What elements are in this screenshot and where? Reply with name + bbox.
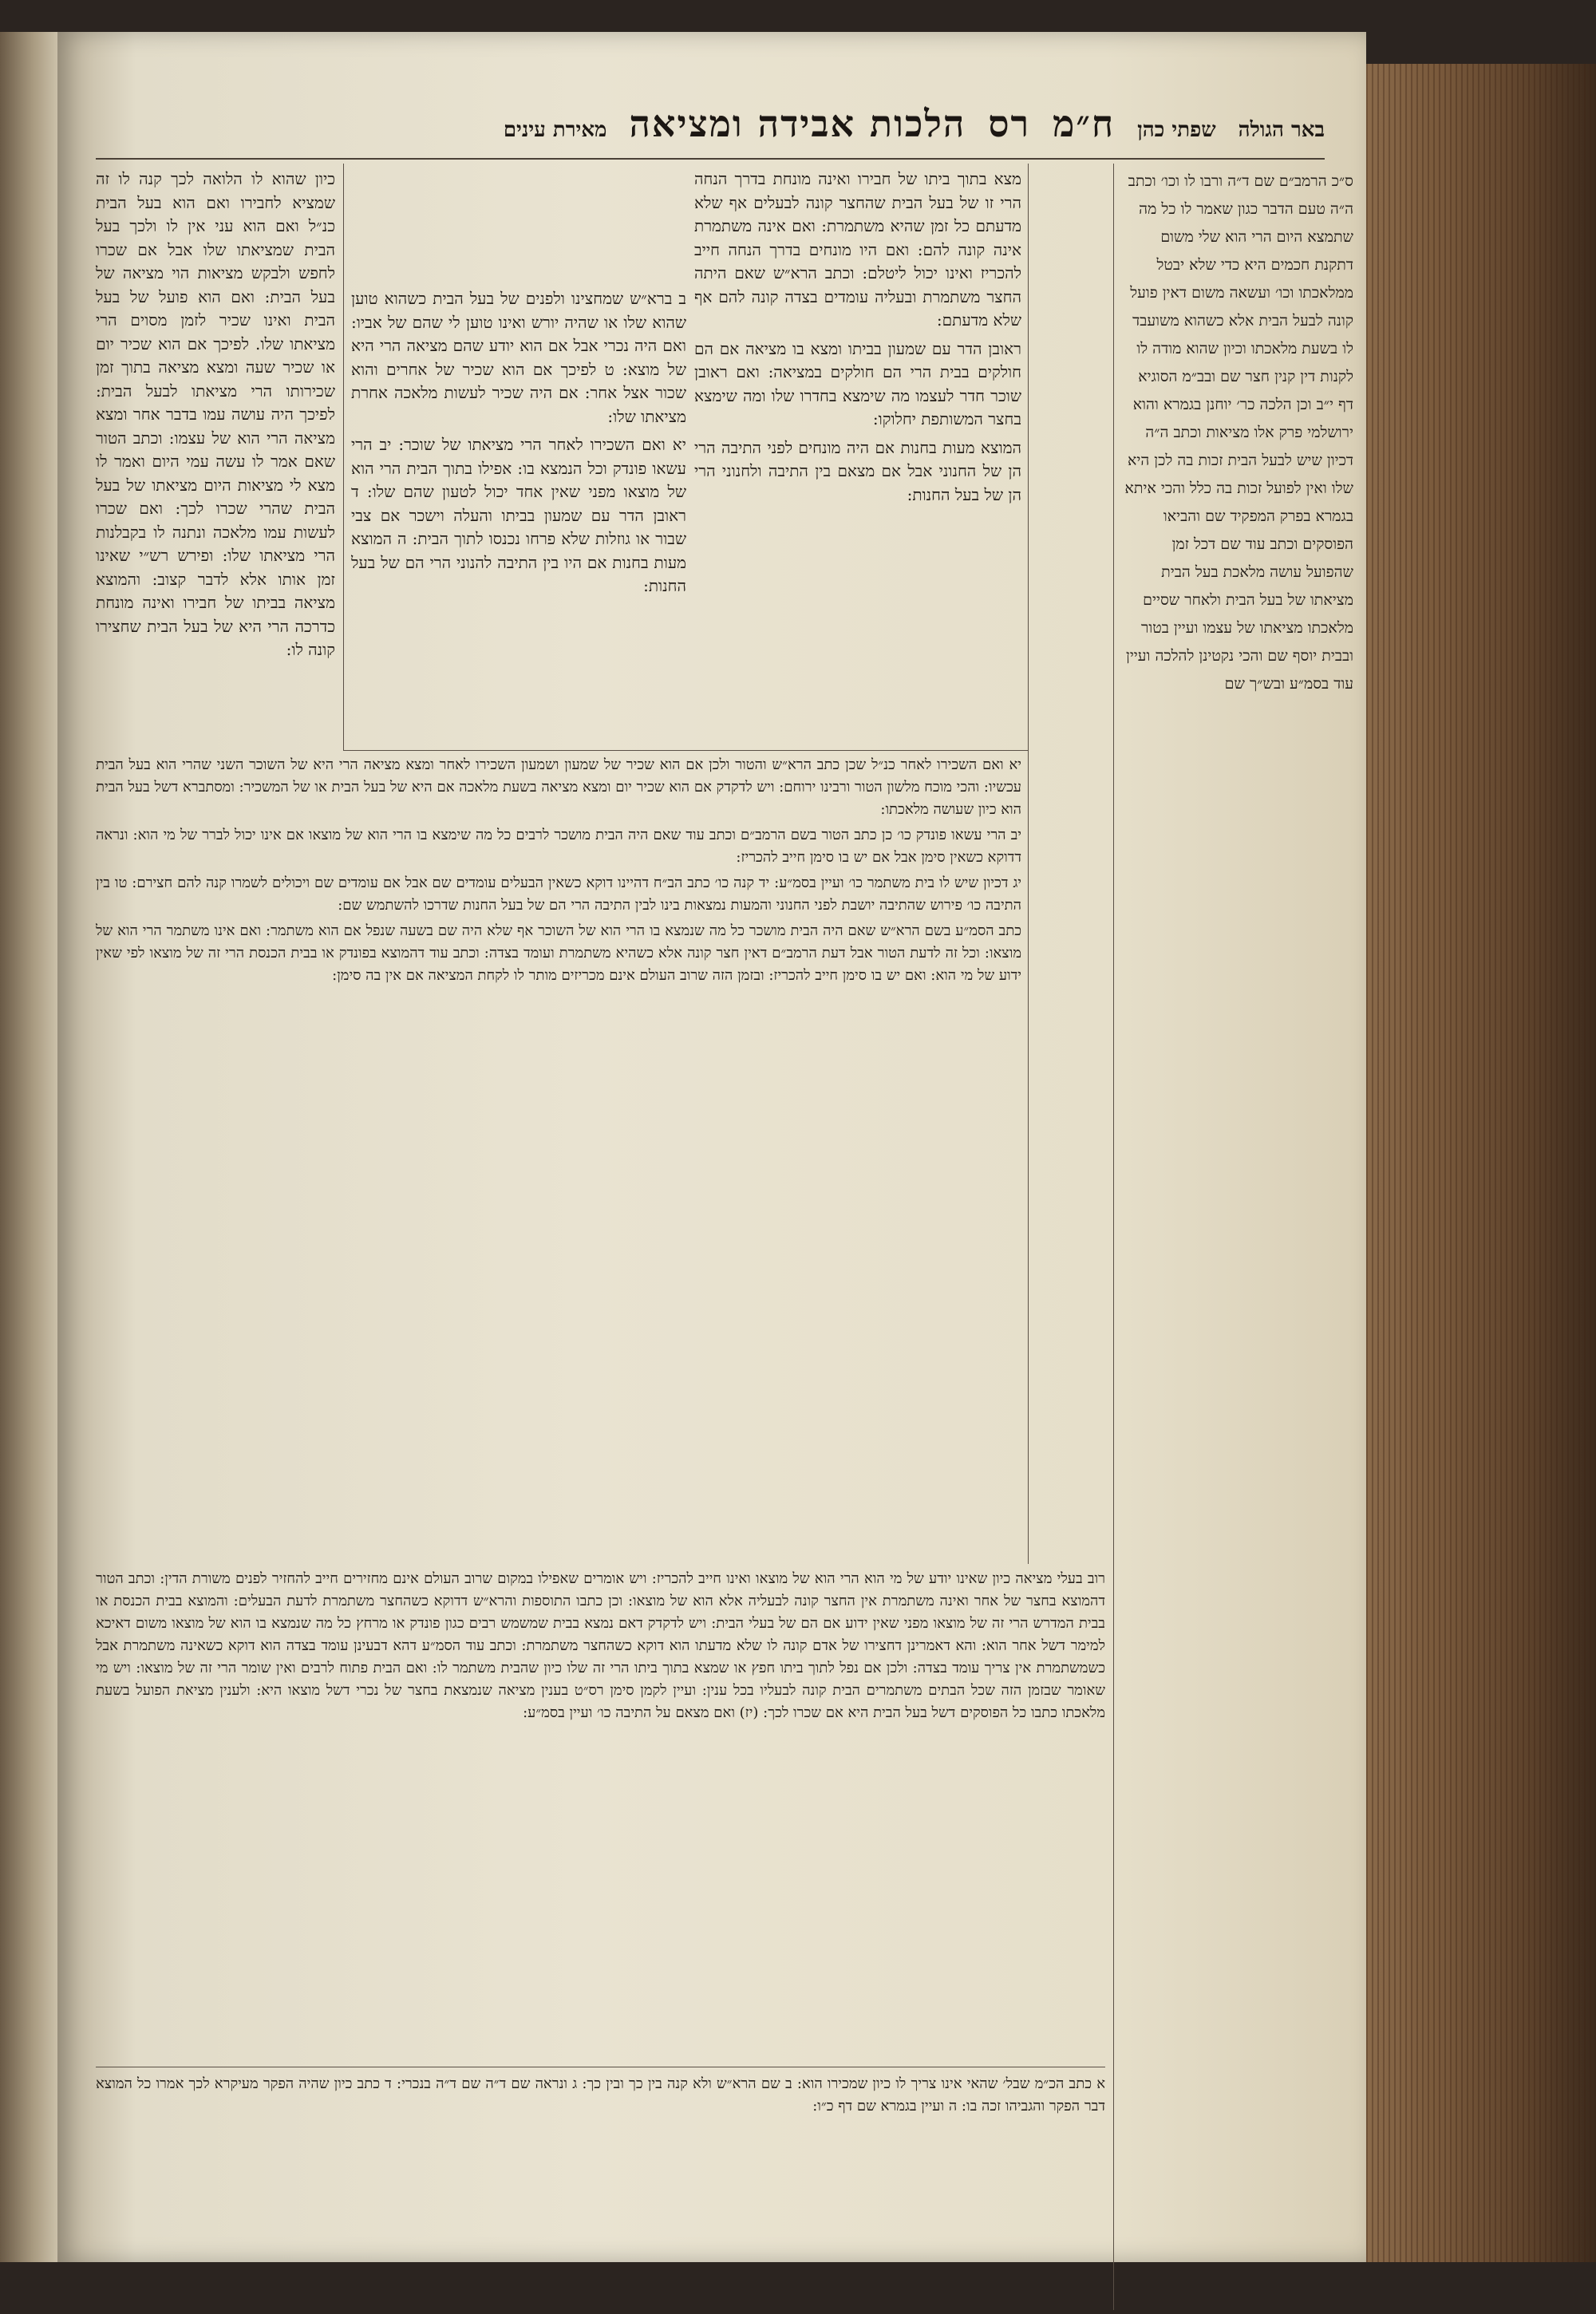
commentary-paragraph: יא ואם השכירו לאחר כנ״ל שכן כתב הרא״ש והטור ולכן אם הוא שכיר של שמעון ושמעון השכירו לאחר ומצא מציאה הרי היא של השוכר השני שהרי הוא בעל הבית עכשיו: והכי מוכח מלשון הטור ורבינו ירוחם: ויש לדקדק אם הוא שכיר יום ומצא מציאה בשעת מלאכה אם היא של בעל הבית או של המשכיר: ומסתברא דשל בעל הבית הוא כיון שעושה מלאכתו: [96,756,1021,818]
main-paragraph: יא ואם השכירו לאחר הרי מציאתו של שוכר: יב הרי עשאו פונדק וכל הנמצא בו: אפילו בתוך הבית הרי הוא של מוצאו מפני שאין אחד יכול לטעון שהם שלו: ד ראובן הדר עם שמעון בביתו והעלה וישכר אם צבי שבור או גוזלות שלא פרחו נכנסו לתוך הבית: ה המוצא מעות בחנות אם היו בין התיבה להנוני הרי הם של בעל החנות: [351,435,686,595]
column-divider [343,164,344,750]
main-paragraph: ראובן הדר עם שמעון בביתו ומצא בו מציאה אם הם חולקים בבית הרי הם חולקים במציאה: ואם ראובן שוכר חדר לעצמו מה שימצא בחדרו שלו ומה שימצא בחצר המשותפת יחלוקו: [694,338,1021,428]
commentary-paragraph: כתב הסמ״ע בשם הרא״ש שאם היה הבית מושכר כל מה שנמצא בו הרי הוא של השוכר אף שלא היה שם בשעה שנפל אם הוא משתמר: ואם אינו משתמר הרי הוא של מוצאו: וכל זה לדעת הטור אבל דעת הרמב״ם דאין חצר קונה אלא כשהיא משתמרת ועומד בצדה: וכתב עוד דהמוצא בפונדק או בבית הכנסת הרי זה של מוצאו לפי שאין ידוע של מי הוא: ואם יש בו סימן חייב להכריז: ובזמן הזה שרוב העולם אינם מכריזים מותר לו לקחת המציאה אם אין בה סימן: [96,922,1021,984]
book-fore-edge [1366,64,1596,2262]
main-paragraph: ב ברא״ש שמחצינו ולפנים של בעל הבית כשהוא טוען שהוא שלו או שהיה יורש ואינו טוען לי שהם של אביו: ואם היה נכרי אבל אם הוא יודע שהם מציאה הרי היא של מוצא: ט לפיכך אם הוא שכיר של אחרים והוא שכור אצל אחר: אם היה שכיר לעשות מלאכה אחרת מציאתו שלו: [351,289,686,426]
section-rule [343,750,1028,751]
margin-glosses: ס״כ הרמב״ם שם ד״ה ורבו לו וכו׳ וכתב ה״ה טעם הדבר כגון שאמר לו כל מה שתמצא היום הרי הוא שלי משום דתקנת חכמים היא כדי שלא יבטל ממלאכתו וכו׳ ועשאה משום דאין פועל קונה לבעל הבית אלא כשהוא משועבד לו בשעת מלאכתו וכיון שהוא מודה לו לקנות דין קנין חצר שם ובב״מ הסוגיא דף י״ב וכן הלכה כר׳ יוחנן בגמרא והוא ירושלמי פרק אלו מציאות וכתב ה״ה דכיון שיש לבעל הבית זכות בה לכן היא שלו ואין לפועל זכות בה כלל והכי איתא בגמרא בפרק המפקיד שם והביאו הפוסקים וכתב עוד שם דכל זמן שהפועל עושה מלאכת בעל הבית מציאתו של בעל הבית ולאחר שסיים מלאכתו מציאתו של עצמו ועיין בטור ובבית יוסף שם והכי נקטינן להלכה ועיין עוד בסמ״ע ובש״ך שם [1124,172,1353,693]
header-right-label: באר הגולה [1238,118,1325,142]
commentary-paragraph: יב הרי עשאו פונדק כו׳ כן כתב הטור בשם הרמב״ם וכתב עוד שאם היה הבית מושכר לרבים כל מה שימצא בו הרי הוא של מוצאו אם אינו יכול לברר של מי הוא: ונראה דדוקא כשאין סימן אבל אם יש בו סימן חייב להכריז: [96,827,1021,866]
column-divider [1028,164,1029,1564]
bottom-commentary: רוב בעלי מציאה כיון שאינו יודע של מי הוא הרי הוא של מוצאו ואינו חייב להכריז: ויש אומרים שאפילו במקום שרוב העולם אינם מחזירים חייב להחזיר לפנים משורת הדין: וכתב הטור דהמוצא בחצר של אחר ואינה משתמרת אין החצר קונה לבעליה אלא הוא של מוצאו: וכן כתבו התוספות והרא״ש דדוקא כשהחצר משתמרת לדעת הבעלים: והמוצא בבית הכנסת או בבית המדרש הרי זה של מוצאו מפני שאין ידוע אם הם של בעלי הבית: ויש לדקדק דאם נמצא בבית שמשמש רבים כגון פונדק או מרחץ כל מה שנמצא בו הוא של מוצאו משום דאיכא למימר דשל אחר הוא: והא דאמרינן דחצירו של אדם קונה לו שלא מדעתו הוא דוקא כשהחצר משתמרת: וכתב עוד הסמ״ע דהא דבעינן עומד בצדה הוא דוקא כשאינה משתמרת אבל כשמשתמרת אין צריך עומד בצדה: ולכן אם נפל לתוך ביתו חפץ או שמצא בתוך ביתו הרי זה שלו כיון שהבית משתמר לו: ואם הבית פתוח לרבים ואין שומר הרי זה של מוצאו: ויש מי שאומר שבזמן הזה שכל הבתים משתמרים הבית קונה לבעליו בכל ענין: ועיין לקמן סימן רס״ט בענין מציאה שנמצאת בחצר של נכרי דשל מוצאו היא: ולענין מציאת הפועל בשעת מלאכתו כתבו כל הפוסקים דשל בעל הבית היא אם שכרו לכך: (יז) ואם מצאם על התיבה כו׳ ועיין בסמ״ע: [96,1570,1105,1721]
header-code: ח״מ [1053,102,1116,145]
header-rule [96,158,1325,160]
margin-divider [1113,164,1114,2310]
header-left-label: מאירת עינים [503,118,607,142]
commentary-paragraph: יג דכיון שיש לו בית משתמר כו׳ ועיין בסמ״ע: יד קנה כו׳ כתב הב״ח דהיינו דוקא כשאין הבעלים עומדים שם אבל אם עומדים שם ויכולים לשמרו קנה להם חצירם: טו בין התיבה כו׳ פירוש שהתיבה יושבת לפני החנוני והמעות נמצאות בינו לבין התיבה הרי הם של בעל החנות שדרכו להשתמש שם: [96,875,1021,914]
lower-commentary [96,754,1021,1564]
main-paragraph: המוצא מעות בחנות אם היה מונחים לפני התיבה הרי הן של החנוני אבל אם מצאם בין התיבה ולחנוני הרי הן של בעל החנות: [694,437,1021,504]
main-paragraph: מצא בתוך ביתו של חבירו ואינה מונחת בדרך הנחה הרי זו של בעל הבית שהחצר קונה לבעלים אף שלא מדעתם כל זמן שהיא משתמרת: ואם אינה משתמרת אינה קונה להם: ואם היו מונחים בדרך הנחה חייב להכריז ואינו יכול ליטלם: וכתב הרא״ש שאם היתה החצר משתמרת ובעליה עומדים בצדה קונה להם אף שלא מדעתם: [694,169,1021,330]
main-column-right [694,168,1021,742]
header-column-label: שפתי כהן [1137,118,1216,142]
running-header [96,102,1325,153]
previous-page-edge [0,32,60,2262]
main-column-left [351,287,686,742]
header-title: הלכות אבידה ומציאה [629,102,966,145]
header-siman: רס [988,102,1031,145]
inner-commentary-column: כיון שהוא לו הלואה לכך קנה לו זה שמציא לחבירו ואם הוא בעל הבית כנ״ל ואם הוא עני אין לו ולכך בעל הבית שמציאתו שלו אבל אם שכרו לחפש ולבקש מציאות הוי מציאה של בעל הבית: ואם הוא פועל של בעל הבית ואינו שכיר לזמן מסוים הרי מציאתו שלו. לפיכך אם הוא שכיר יום או שכיר שעה ומצא מציאה בתוך זמן שכירותו הרי מציאתו לבעל הבית: לפיכך היה עושה עמו בדבר אחר ומצא מציאה הרי הוא של עצמו: וכתב הטור שאם אמר לו עשה עמי היום ואמר לו מצא לי מציאות היום מציאתו של בעל הבית שהרי שכרו לכך: ואם שכרו לעשות עמו מלאכה ונתנה לו בקבלנות הרי מציאתו שלו: ופירש רש״י שאינו זמן אותו אלא לדבר קצוב: והמוצא מציאה בביתו של חבירו ואינה מונחת כדרכה הרי היא של בעל הבית שחצירו קונה לו: [96,169,335,659]
footnotes: א כתב הכ״מ שבל׳ שהאי אינו צריך לו כיון שמכירו הוא: ב שם הרא״ש ולא קנה בין כך ובין כך: ג ונראה שם ד״ה שם ד״ה בנכרי: ד כתב כיון שהיה הפקר מעיקרא לכך אמרו כל המוצא דבר הפקר והגביהו זכה בו: ה ועיין בגמרא שם דף כ״ו: [96,2075,1105,2115]
